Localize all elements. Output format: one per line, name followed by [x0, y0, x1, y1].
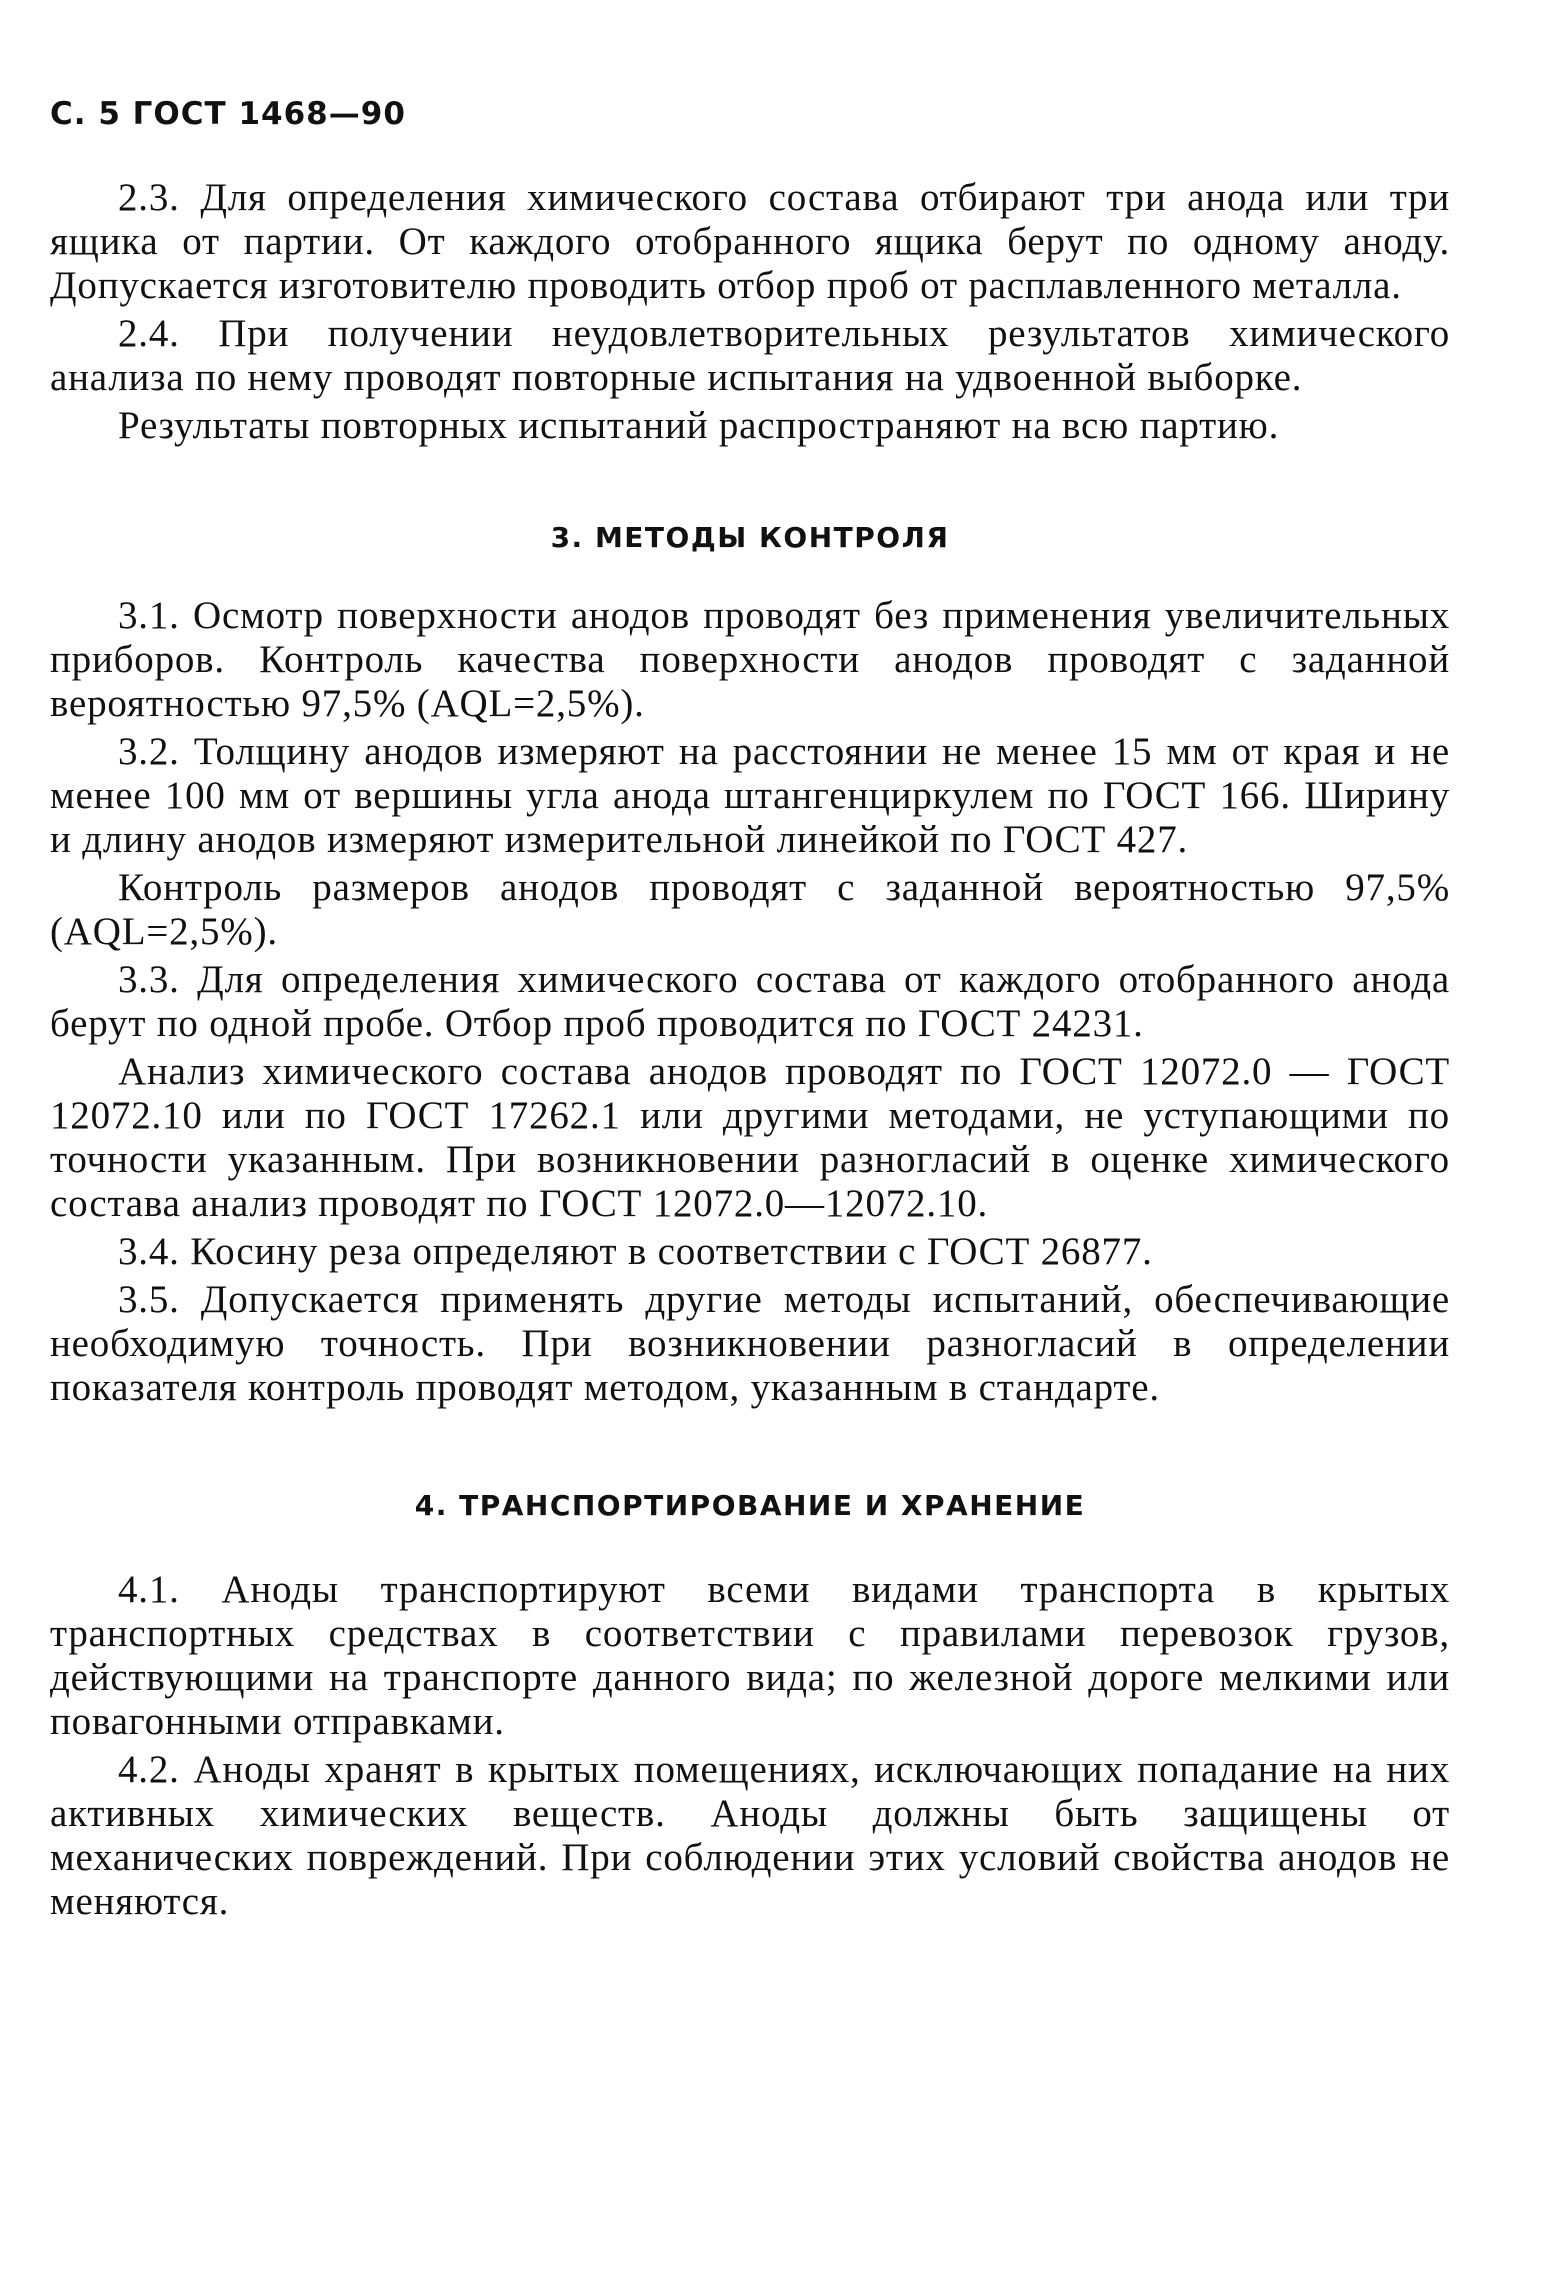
paragraph-3-1: 3.1. Осмотр поверхности анодов проводят без применения увеличительных приборов. Контроль качества поверхности анодов проводят с заданной вероятностью 97,5% (AQL=2,5%).	[50, 594, 1450, 725]
paragraph-3-3: 3.3. Для определения химического состава от каждого отобранного анода берут по одной пробе. Отбор проб проводится по ГОСТ 24231.	[50, 958, 1450, 1045]
paragraph-3-3-analysis: Анализ химического состава анодов проводят по ГОСТ 12072.0 — ГОСТ 12072.10 или по ГОСТ 17262.1 или другими методами, не уступающими по точности указанным. При возникновении разногласий в оценке химического состава анализ проводят по ГОСТ 12072.0—12072.10.	[50, 1050, 1450, 1225]
section-heading-transport-storage: 4. ТРАНСПОРТИРОВАНИЕ И ХРАНЕНИЕ	[414, 1489, 1086, 1522]
paragraph-2-4: 2.4. При получении неудовлетворительных результатов химического анализа по нему проводят повторные испытания на удвоенной выборке.	[50, 312, 1450, 399]
paragraph-4-1: 4.1. Аноды транспортируют всеми видами транспорта в крытых транспортных средствах в соответствии с правилами перевозок грузов, действующими на транспорте данного вида; по железной дороге мелкими или повагонными отправками.	[50, 1568, 1450, 1743]
paragraph-2-4-results: Результаты повторных испытаний распространяют на всю партию.	[118, 404, 1280, 447]
paragraph-3-5: 3.5. Допускается применять другие методы испытаний, обеспечивающие необходимую точность. При возникновении разногласий в определении показателя контроль проводят методом, указанным в стандарте.	[50, 1278, 1450, 1409]
paragraph-2-3: 2.3. Для определения химического состава отбирают три анода или три ящика от партии. От каждого отобранного ящика берут по одному аноду. Допускается изготовителю проводить отбор проб от расплавленного металла.	[50, 176, 1450, 307]
paragraph-3-4: 3.4. Косину реза определяют в соответствии с ГОСТ 26877.	[118, 1230, 1153, 1273]
section-heading-control-methods: 3. МЕТОДЫ КОНТРОЛЯ	[550, 521, 950, 554]
running-header: С. 5 ГОСТ 1468—90	[50, 96, 406, 132]
document-body	[50, 176, 1450, 1924]
paragraph-3-2: 3.2. Толщину анодов измеряют на расстоянии не менее 15 мм от края и не менее 100 мм от вершины угла анода штангенциркулем по ГОСТ 166. Ширину и длину анодов измеряют измерительной линейкой по ГОСТ 427.	[50, 730, 1450, 861]
paragraph-4-2: 4.2. Аноды хранят в крытых помещениях, исключающих попадание на них активных химических веществ. Аноды должны быть защищены от механических повреждений. При соблюдении этих условий свойства анодов не меняются.	[50, 1748, 1450, 1923]
paragraph-3-2-size-control: Контроль размеров анодов проводят с заданной вероятностью 97,5% (AQL=2,5%).	[50, 866, 1450, 953]
